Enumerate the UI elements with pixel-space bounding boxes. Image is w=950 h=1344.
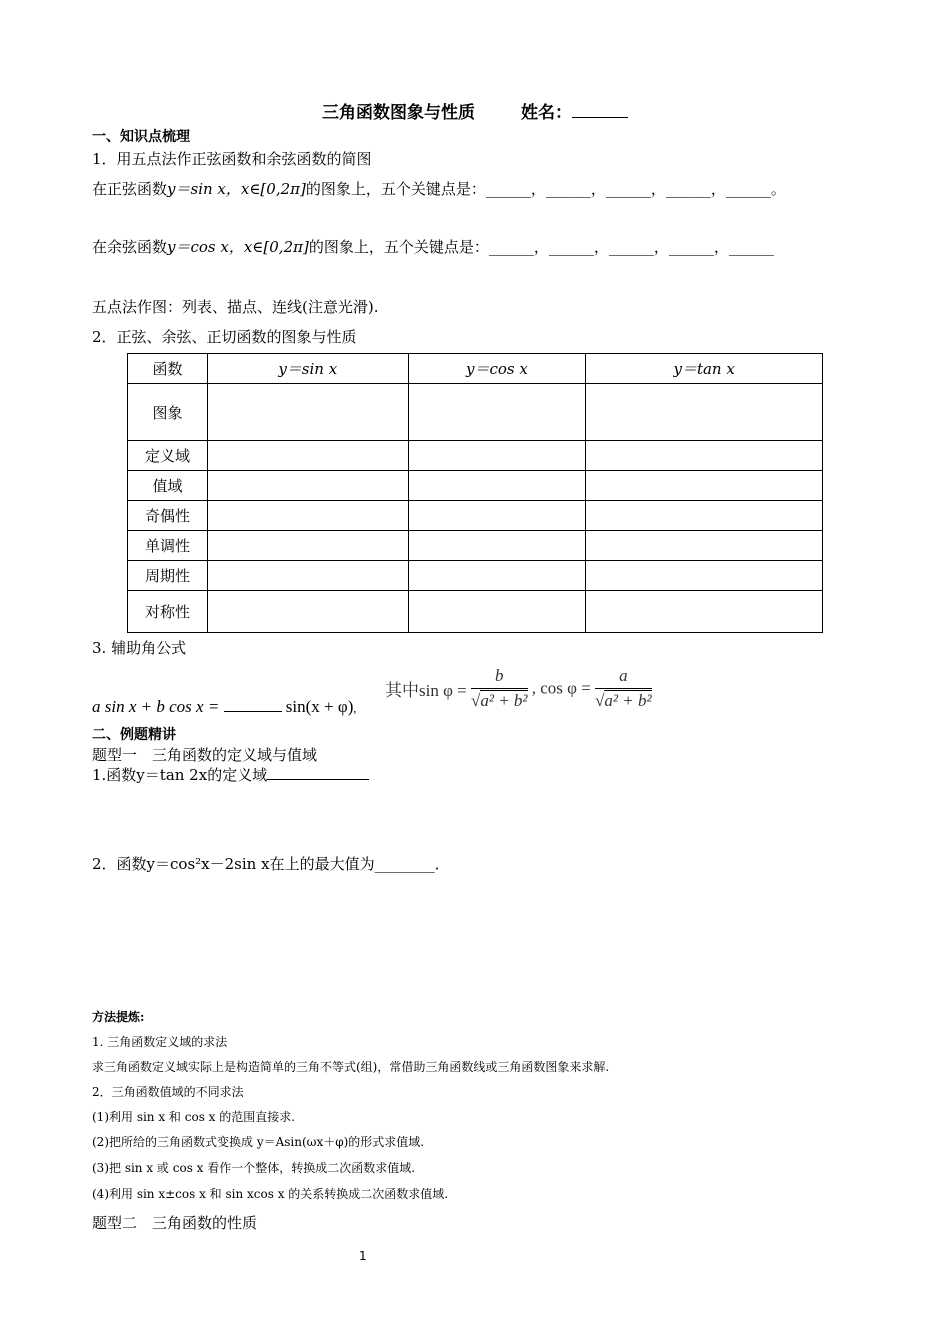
method-line: 求三角函数定义域实际上是构造简单的三角不等式(组)，常借助三角函数线或三角函数图象来求解. bbox=[92, 1060, 610, 1074]
method-line: 1. 三角函数定义域的求法 bbox=[92, 1035, 228, 1049]
name-blank bbox=[572, 103, 628, 118]
name-label: 姓名： bbox=[521, 103, 572, 123]
method-line: (2)把所给的三角函数式变换成 y＝Asin(ωx＋φ)的形式求值域. bbox=[92, 1135, 425, 1149]
formula-blank bbox=[224, 697, 282, 712]
item2-text: 2．正弦、余弦、正切函数的图象与性质 bbox=[92, 328, 357, 346]
table-row bbox=[128, 501, 823, 531]
properties-table bbox=[127, 353, 823, 633]
section1-heading: 一、知识点梳理 bbox=[92, 129, 190, 145]
type2-text: 题型二 三角函数的性质 bbox=[92, 1214, 258, 1232]
table-header: y＝sin x bbox=[207, 354, 408, 384]
where-text: 其中sin φ = bbox=[385, 681, 467, 700]
method-line: (3)把 sin x 或 cos x 看作一个整体，转换成二次函数求值域. bbox=[92, 1161, 416, 1175]
item3-text: 3. 辅助角公式 bbox=[92, 639, 187, 657]
row-label: 图象 bbox=[128, 384, 208, 441]
sin-func: y＝sin x，x∈[0,2π] bbox=[167, 180, 306, 198]
table-header: y＝cos x bbox=[408, 354, 586, 384]
row-label: 值域 bbox=[128, 471, 208, 501]
table-header-row bbox=[128, 354, 823, 384]
q1-text: 1.函数y＝tan 2x的定义域 bbox=[92, 766, 268, 784]
formula-comma: , bbox=[353, 701, 357, 715]
page-number: 1 bbox=[359, 1249, 367, 1263]
q2-pre: 2．函数y＝cos²x－2sin x在 bbox=[92, 855, 285, 873]
table-row bbox=[128, 591, 823, 633]
table-row bbox=[128, 531, 823, 561]
method-line: (1)利用 sin x 和 cos x 的范围直接求. bbox=[92, 1110, 296, 1124]
sin-phi-fraction bbox=[471, 666, 528, 711]
question1 bbox=[92, 764, 369, 785]
fraction-numerator: b bbox=[495, 666, 504, 685]
table-row bbox=[128, 561, 823, 591]
cos-func: y＝cos x，x∈[0,2π] bbox=[167, 238, 309, 256]
table-row bbox=[128, 441, 823, 471]
sin-keypoints-line bbox=[92, 178, 786, 199]
section2-heading: 二、例题精讲 bbox=[92, 727, 176, 743]
table-header: 函数 bbox=[128, 354, 208, 384]
title-text: 三角函数图象与性质 bbox=[322, 103, 475, 123]
type1-text: 题型一 三角函数的定义域与值域 bbox=[92, 746, 318, 764]
sin-pre: 在正弦函数 bbox=[92, 180, 168, 198]
table-row bbox=[128, 471, 823, 501]
table-header: y＝tan x bbox=[586, 354, 823, 384]
row-label: 单调性 bbox=[128, 531, 208, 561]
sin-post: 的图象上，五个关键点是：______，______，______，______，______。 bbox=[305, 180, 786, 198]
fraction-denominator: √a² + b² bbox=[595, 688, 652, 711]
q2-post: 上的最大值为________． bbox=[284, 855, 450, 873]
row-label: 对称性 bbox=[128, 591, 208, 633]
fraction-numerator: a bbox=[619, 666, 628, 685]
formula-lhs: a sin x + b cos x = bbox=[92, 697, 220, 716]
table-row bbox=[128, 384, 823, 441]
method-line: (4)利用 sin x±cos x 和 sin xcos x 的关系转换成二次函数求值域. bbox=[92, 1187, 449, 1201]
page-title bbox=[0, 98, 950, 123]
row-label: 周期性 bbox=[128, 561, 208, 591]
row-label: 奇偶性 bbox=[128, 501, 208, 531]
method-line: 2．三角函数值域的不同求法 bbox=[92, 1085, 244, 1099]
formula-rhs: sin(x + φ) bbox=[285, 697, 354, 716]
cos-phi-fraction bbox=[595, 666, 652, 711]
aux-angle-lhs bbox=[92, 697, 356, 717]
method-heading: 方法提炼: bbox=[92, 1010, 145, 1024]
cos-post: 的图象上，五个关键点是：______，______，______，______，______ bbox=[308, 238, 774, 256]
sqrt-content: a² + b² bbox=[604, 691, 652, 710]
row-label: 定义域 bbox=[128, 441, 208, 471]
question2 bbox=[92, 853, 450, 874]
cos-keypoints-line bbox=[92, 236, 774, 257]
fraction-denominator: √a² + b² bbox=[471, 688, 528, 711]
item1-text: 1．用五点法作正弦函数和余弦函数的简图 bbox=[92, 150, 372, 168]
cos-text: , cos φ = bbox=[531, 678, 591, 698]
five-point-text: 五点法作图：列表、描点、连线(注意光滑). bbox=[92, 298, 379, 316]
q1-blank bbox=[267, 765, 369, 780]
aux-angle-where bbox=[385, 666, 652, 711]
cos-pre: 在余弦函数 bbox=[92, 238, 168, 256]
sqrt-content: a² + b² bbox=[480, 691, 528, 710]
